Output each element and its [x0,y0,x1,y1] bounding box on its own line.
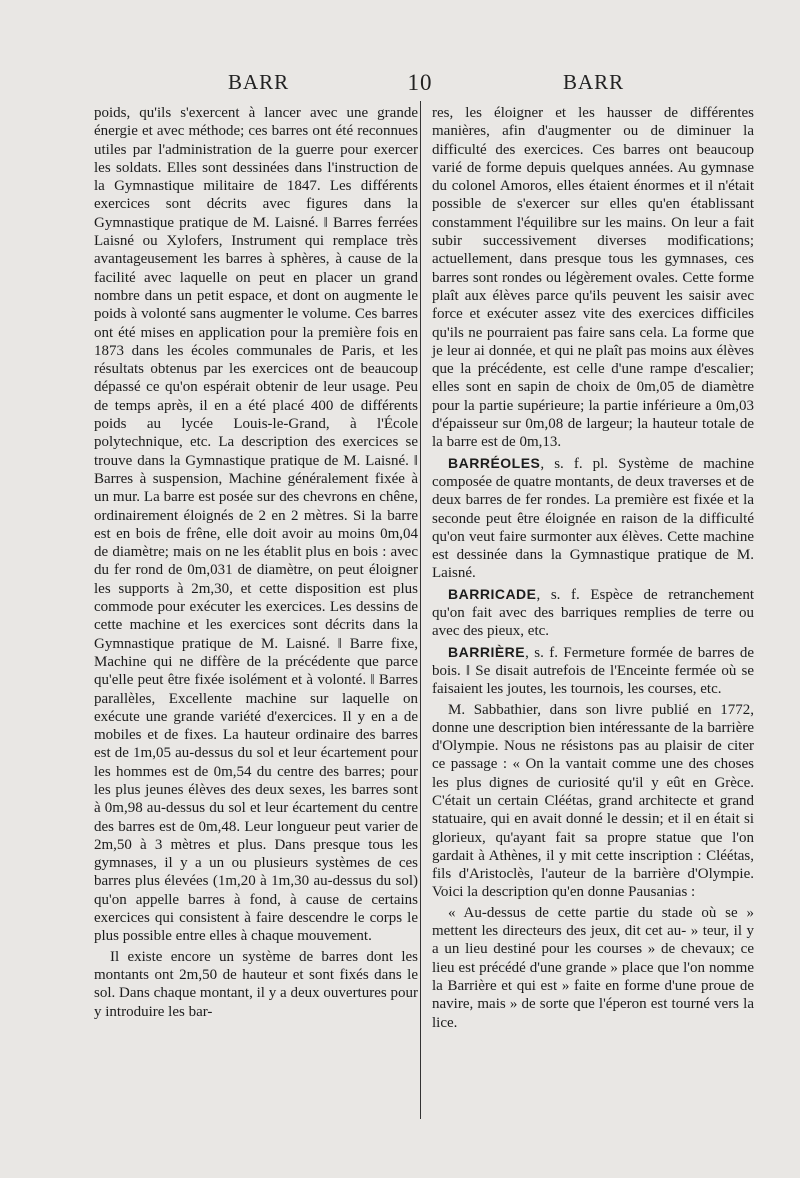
left-paragraph-1: poids, qu'ils s'exercent à lancer avec une grande énergie et avec méthode; ces barres ont été reconnues utiles par l'administration de la guerre pour exercer les soldats. Elles sont dessinées dans l'instruction de la Gymnastique militaire de 1847. Les différents exercices sont décrits avec figures dans la Gymnastique pratique de M. Laisné. ‖ Barres ferrées Laisné ou Xylofers, Instrument qui remplace très avantageusement les barres à sphères, à cause de la facilité avec laquelle on peut en placer un grand nombre dans un petit espace, et dont on augmente le poids à volonté sans augmenter le volume. Ces barres ont été mises en application pour la première fois en 1873 dans les écoles communales de Paris, et les résultats obtenus par les exercices ont de beaucoup dépassé ce qu'on espérait obtenir de leur usage. Peu de temps après, il en a été placé 400 de différents poids au lycée Louis-le-Grand, à l'École polytechnique, etc. La description des exercices se trouve dans la Gymnastique pratique de M. Laisné. ‖ Barres à suspension, Machine généralement fixée à un mur. La barre est posée sur des chevrons en chêne, ordinairement éloignés de 2 en 2 mètres. Si la barre est en bois de frêne, elle doit avoir au moins 0m,04 de diamètre; mais on ne les établit plus en bois : avec du fer rond de 0m,031 de diamètre, on peut éloigner les supports à 2m,30, et cette disposition est plus commode pour exécuter les exercices. Les dessins de cette machine et les exercices sont décrits dans la Gymnastique pratique de M. Laisné. ‖ Barre fixe, Machine qui ne diffère de la précédente que parce qu'elle peut être fixée isolément et à volonté. ‖ Barres parallèles, Excellente machine sur laquelle on exécute une grande variété d'exercices. Il y en a de mobiles et de fixes. La hauteur ordinaire des barres est de 1m,05 au-dessus du sol et leur écartement pour les hommes est de 0m,54 du centre des barres; pour les plus jeunes élèves des deux sexes, les barres sont à 0m,98 au-dessus du sol et leur écartement du centre des barres est de 0m,48. Leur longueur peut varier de 2m,50 à 3 mètres et plus. Dans presque tous les gymnases, il y a un ou plusieurs systèmes de ces barres plus élevées (1m,20 à 1m,30 au-dessus du sol) qu'on appelle barres à fond, à cause de certains exercices qui consistent à faire descendre le corps le plus possible entre elles à chaque mouvement. [94,105,418,945]
entry-barriere [432,643,754,699]
page-number: 10 [407,70,433,95]
right-continuation: res, les éloigner et les hausser de différentes manières, afin d'augmenter ou de diminuer la difficulté des exercices. Ces barres ont beaucoup varié de forme depuis quelques années. Au gymnase du colonel Amoros, elles étaient énormes et il n'était possible de s'exercer sur elles qu'en établissant constamment l'équilibre sur les mains. On leur a fait subir successivement diverses modifications; actuellement, dans presque tous les gymnases, ces barres sont rondes ou légèrement ovales. Cette forme plaît aux élèves parce qu'ils peuvent les saisir avec force et exécuter assez vite des exercices difficiles qu'ils ne pourraient pas faire sans cela. La forme que je leur ai donnée, et qui ne plaît pas moins aux élèves que la précédente, est celle d'une rampe d'escalier; elles sont en sapin de choix de 0m,05 de diamètre pour la partie supérieure; la partie inférieure a 0m,03 d'épaisseur sur 0m,08 de largeur; la hauteur totale de la barre est de 0m,13. [432,105,754,451]
definition-barriere: , s. f. Fermeture formée de barres de bois. ‖ Se disait autrefois de l'Enceinte fermée où se faisaient les joutes, les tournois, les courses, etc. [432,644,754,698]
headword-barricade: BARRICADE [448,585,537,602]
pausanias-quote: « Au-dessus de cette partie du stade où se » mettent les directeurs des jeux, dit cet au- » teur, il y a un lieu destiné pour les courses » de chevaux; ce lieu est précédé d'une grande » place que l'on nomme la Barrière et qui est » faite en forme d'une proue de navire, mais » de sorte que l'éperon est tourné vers la lice. [432,904,754,1031]
left-paragraph-2: Il existe encore un système de barres dont les montants ont 2m,50 de hauteur et sont fixés dans le sol. Dans chaque montant, il y a deux ouvertures pour y introduire les bar- [94,948,418,1020]
header-left-word: BARR [228,70,290,94]
right-column [432,104,754,1032]
entry-barreoles [432,454,754,583]
header-right-word: BARR [563,70,625,94]
definition-barricade: , s. f. Espèce de retranchement qu'on fait avec des barriques remplies de terre ou avec des pieux, etc. [432,586,754,640]
running-header [0,70,800,100]
entry-barricade [432,585,754,641]
left-column [94,104,418,1021]
headword-barriere: BARRIÈRE [448,643,526,660]
column-divider [420,101,421,1119]
headword-barreoles: BARRÉOLES [448,454,541,471]
sabbathier-paragraph: M. Sabbathier, dans son livre publié en 1772, donne une description bien intéressante de la barrière d'Olympie. Nous ne résistons pas au plaisir de citer ce passage : « On la vantait comme une des choses les plus dignes de curiosité qu'il y eût en Grèce. C'était un certain Cléétas, grand architecte et grand statuaire, qui en avait donné le dessin; et il en était si glorieux, qu'ayant fait sa propre statue que l'on gardait à Athènes, il y mit cette inscription : Cléétas, fils d'Aristoclès, l'auteur de la barrière d'Olympie. Voici la description qu'en donne Pausanias : [432,701,754,901]
definition-barreoles: , s. f. pl. Système de machine composée de quatre montants, de deux traverses et de deux barres de fer rondes. La première est fixée et la seconde peut être éloignée en raison de la difficulté qu'on veut faire surmonter aux élèves. Cette machine est dessinée dans la Gymnastique pratique de M. Laisné. [432,455,754,582]
